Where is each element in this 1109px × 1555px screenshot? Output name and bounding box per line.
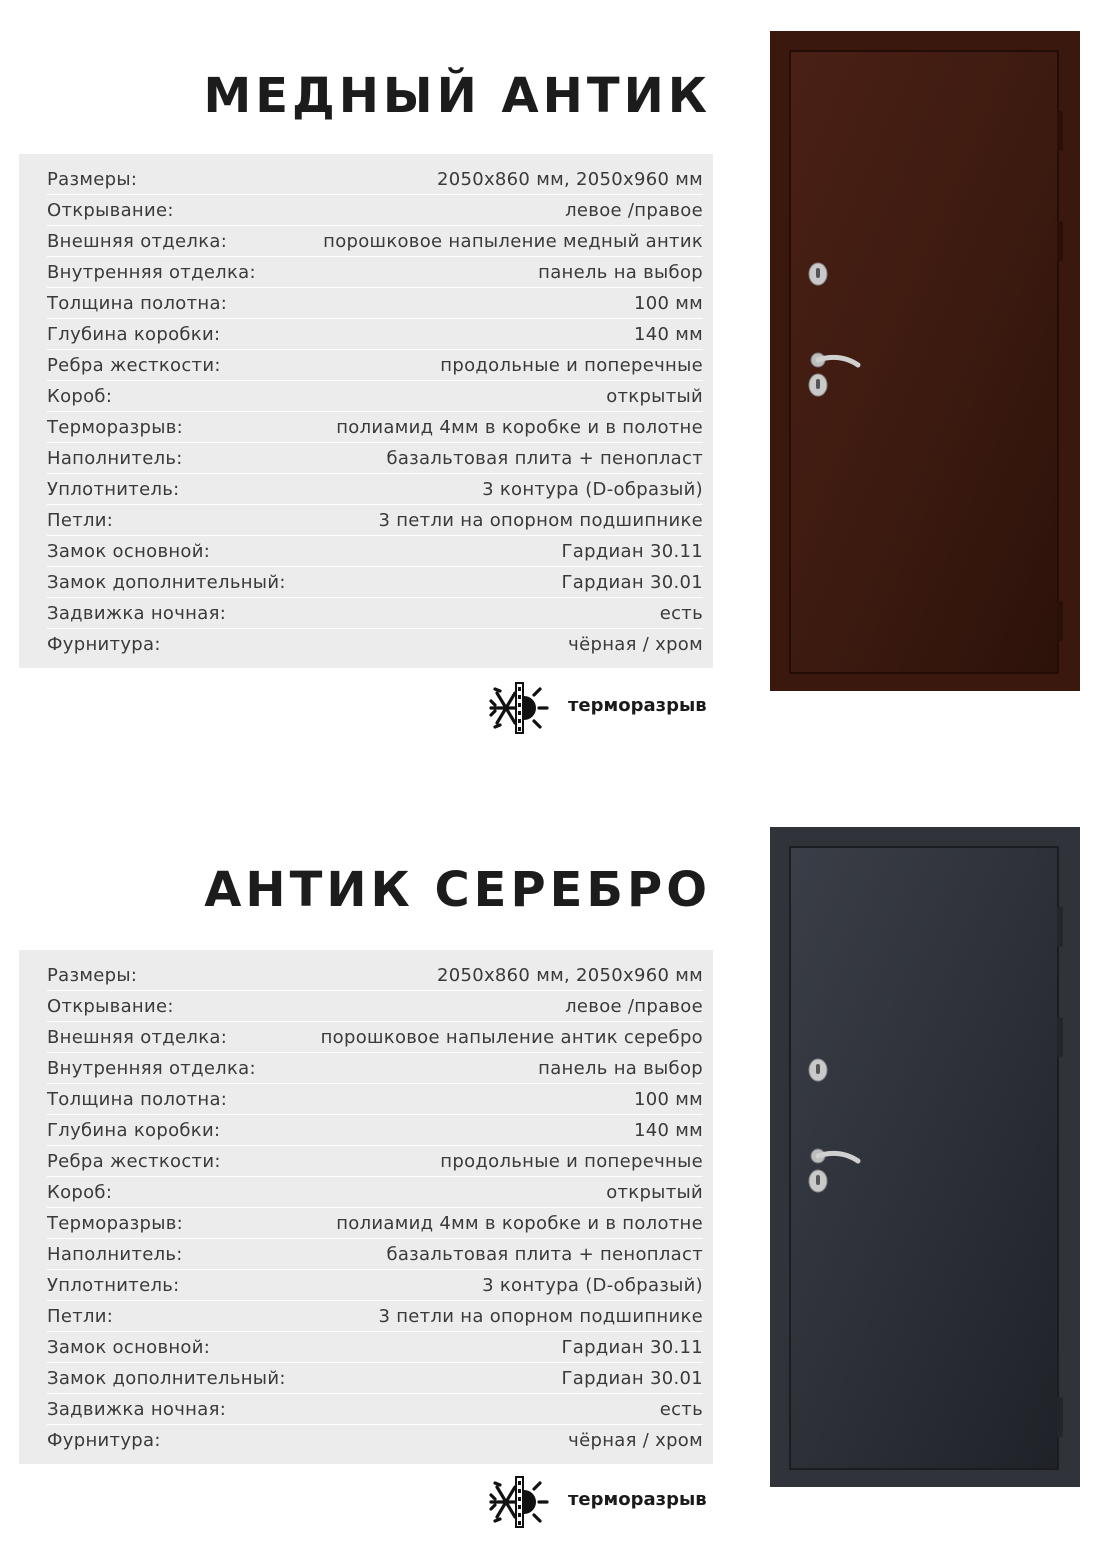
spec-value: открытый xyxy=(606,386,703,407)
spec-value: порошковое напыление антик серебро xyxy=(320,1027,703,1048)
spec-row xyxy=(47,1146,703,1177)
spec-value: панель на выбор xyxy=(538,262,703,283)
spec-label: Замок дополнительный: xyxy=(47,1368,286,1389)
spec-row xyxy=(47,1425,703,1456)
snowflake-sun-icon xyxy=(485,677,549,739)
spec-label: Задвижка ночная: xyxy=(47,1399,227,1420)
door-image xyxy=(770,827,1080,1487)
spec-label: Петли: xyxy=(47,510,114,531)
spec-row xyxy=(47,991,703,1022)
spec-row xyxy=(47,536,703,567)
spec-label: Наполнитель: xyxy=(47,448,183,469)
spec-label: Фурнитура: xyxy=(47,634,161,655)
spec-value: 3 петли на опорном подшипнике xyxy=(378,1306,703,1327)
spec-label: Замок основной: xyxy=(47,1337,211,1358)
spec-row xyxy=(47,505,703,536)
badge-label: терморазрыв xyxy=(568,1489,707,1510)
spec-value: 2050x860 мм, 2050x960 мм xyxy=(436,965,703,986)
thermal-break-badge xyxy=(485,1471,715,1533)
spec-value: продольные и поперечные xyxy=(440,1151,703,1172)
spec-value: 3 петли на опорном подшипнике xyxy=(378,510,703,531)
spec-label: Фурнитура: xyxy=(47,1430,161,1451)
spec-row xyxy=(47,960,703,991)
spec-value: полиамид 4мм в коробке и в полотне xyxy=(336,417,703,438)
spec-value: Гардиан 30.01 xyxy=(561,572,703,593)
spec-row xyxy=(47,257,703,288)
spec-row xyxy=(47,629,703,660)
spec-row xyxy=(47,1363,703,1394)
spec-label: Ребра жесткости: xyxy=(47,355,221,376)
spec-value: панель на выбор xyxy=(538,1058,703,1079)
spec-row xyxy=(47,1022,703,1053)
spec-value: 3 контура (D-образый) xyxy=(482,1275,703,1296)
spec-value: открытый xyxy=(606,1182,703,1203)
spec-label: Уплотнитель: xyxy=(47,1275,180,1296)
spec-row xyxy=(47,1239,703,1270)
spec-label: Задвижка ночная: xyxy=(47,603,227,624)
spec-label: Замок дополнительный: xyxy=(47,572,286,593)
spec-value: 100 мм xyxy=(633,1089,703,1110)
spec-row xyxy=(47,1053,703,1084)
spec-row xyxy=(47,164,703,195)
spec-row xyxy=(47,598,703,629)
spec-value: продольные и поперечные xyxy=(440,355,703,376)
spec-row xyxy=(47,1270,703,1301)
spec-row xyxy=(47,350,703,381)
spec-value: левое /правое xyxy=(565,996,703,1017)
spec-label: Внешняя отделка: xyxy=(47,231,228,252)
spec-row xyxy=(47,1332,703,1363)
spec-label: Открывание: xyxy=(47,996,174,1017)
product-title: МЕДНЫЙ АНТИК xyxy=(203,68,711,124)
spec-value: полиамид 4мм в коробке и в полотне xyxy=(336,1213,703,1234)
snowflake-sun-icon xyxy=(485,1471,549,1533)
spec-value: 2050x860 мм, 2050x960 мм xyxy=(436,169,703,190)
spec-label: Открывание: xyxy=(47,200,174,221)
spec-value: 3 контура (D-образый) xyxy=(482,479,703,500)
spec-row xyxy=(47,412,703,443)
spec-label: Толщина полотна: xyxy=(47,1089,228,1110)
spec-value: Гардиан 30.11 xyxy=(561,541,703,562)
spec-label: Размеры: xyxy=(47,169,138,190)
spec-value: чёрная / хром xyxy=(568,634,703,655)
spec-row xyxy=(47,567,703,598)
spec-label: Глубина коробки: xyxy=(47,324,221,345)
spec-row xyxy=(47,1394,703,1425)
spec-label: Петли: xyxy=(47,1306,114,1327)
spec-label: Терморазрыв: xyxy=(47,417,184,438)
spec-value: базальтовая плита + пенопласт xyxy=(386,448,703,469)
spec-label: Наполнитель: xyxy=(47,1244,183,1265)
spec-label: Толщина полотна: xyxy=(47,293,228,314)
spec-row xyxy=(47,1301,703,1332)
spec-value: есть xyxy=(659,603,703,624)
spec-row xyxy=(47,1177,703,1208)
spec-row xyxy=(47,1115,703,1146)
door-image xyxy=(770,31,1080,691)
thermal-break-badge xyxy=(485,677,715,739)
spec-row xyxy=(47,226,703,257)
spec-row xyxy=(47,1208,703,1239)
spec-value: 140 мм xyxy=(633,1120,703,1141)
spec-label: Короб: xyxy=(47,386,113,407)
spec-label: Внутренняя отделка: xyxy=(47,1058,256,1079)
product-title: АНТИК СЕРЕБРО xyxy=(204,862,711,918)
spec-row xyxy=(47,381,703,412)
spec-value: левое /правое xyxy=(565,200,703,221)
spec-row xyxy=(47,474,703,505)
spec-row xyxy=(47,195,703,226)
spec-value: Гардиан 30.01 xyxy=(561,1368,703,1389)
spec-label: Размеры: xyxy=(47,965,138,986)
spec-label: Ребра жесткости: xyxy=(47,1151,221,1172)
spec-label: Короб: xyxy=(47,1182,113,1203)
spec-row xyxy=(47,319,703,350)
spec-value: чёрная / хром xyxy=(568,1430,703,1451)
spec-value: Гардиан 30.11 xyxy=(561,1337,703,1358)
spec-value: 100 мм xyxy=(633,293,703,314)
badge-label: терморазрыв xyxy=(568,695,707,716)
spec-row xyxy=(47,288,703,319)
spec-row xyxy=(47,443,703,474)
spec-table xyxy=(19,154,713,668)
spec-value: 140 мм xyxy=(633,324,703,345)
spec-label: Внутренняя отделка: xyxy=(47,262,256,283)
spec-label: Внешняя отделка: xyxy=(47,1027,228,1048)
spec-label: Терморазрыв: xyxy=(47,1213,184,1234)
spec-value: базальтовая плита + пенопласт xyxy=(386,1244,703,1265)
spec-label: Уплотнитель: xyxy=(47,479,180,500)
spec-label: Глубина коробки: xyxy=(47,1120,221,1141)
spec-label: Замок основной: xyxy=(47,541,211,562)
spec-row xyxy=(47,1084,703,1115)
spec-value: порошковое напыление медный антик xyxy=(323,231,703,252)
spec-value: есть xyxy=(659,1399,703,1420)
spec-table xyxy=(19,950,713,1464)
